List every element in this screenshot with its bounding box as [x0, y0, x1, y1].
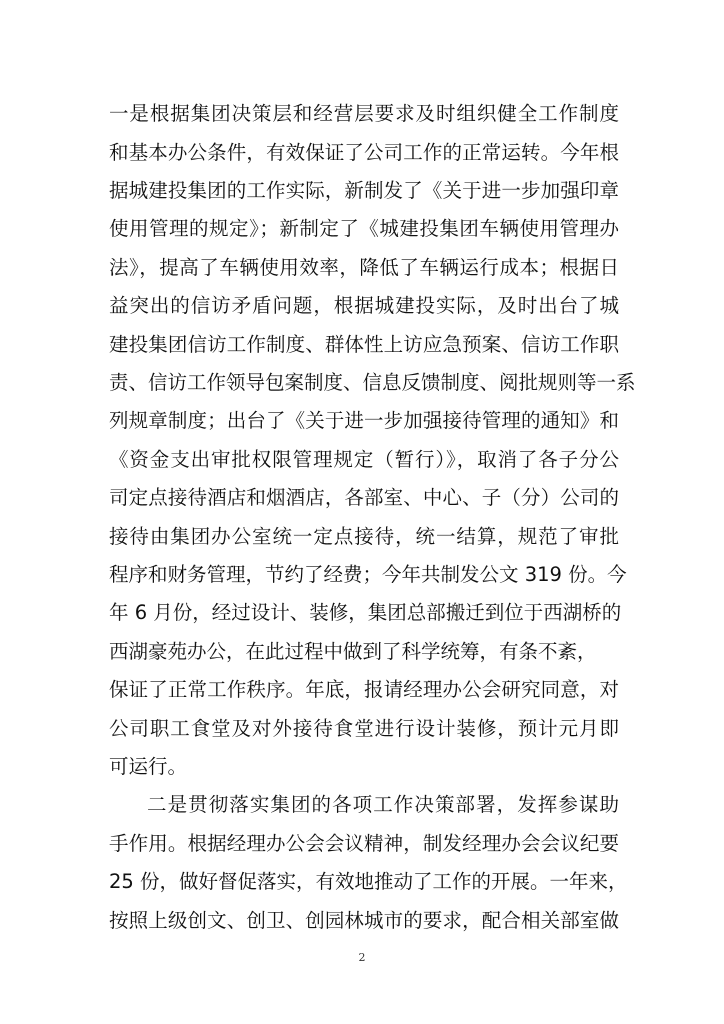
text-line: 使用管理的规定》；新制定了《城建投集团车辆使用管理办 — [109, 217, 619, 240]
text-line: 按照上级创文、创卫、创园林城市的要求，配合相关部室做 — [109, 909, 619, 932]
text-line-paragraph-start: 二是贯彻落实集团的各项工作决策部署，发挥参谋助 — [147, 793, 619, 816]
text-line: 25 份，做好督促落实，有效地推动了工作的开展。一年来， — [109, 870, 628, 893]
text-line: 益突出的信访矛盾问题，根据城建投实际，及时出台了城 — [109, 294, 619, 317]
text-line: 可运行。 — [109, 755, 188, 778]
text-line: 司定点接待酒店和烟酒店，各部室、中心、子（分）公司的 — [109, 486, 619, 509]
text-line: 保证了正常工作秩序。年底，报请经理办公会研究同意，对 — [109, 678, 619, 701]
text-line: 西湖豪苑办公，在此过程中做到了科学统筹，有条不紊， — [109, 640, 597, 663]
text-line: 法》，提高了车辆使用效率，降低了车辆运行成本；根据日 — [109, 256, 619, 279]
page-number: 2 — [358, 951, 366, 964]
text-line: 和基本办公条件，有效保证了公司工作的正常运转。今年根 — [109, 141, 619, 164]
text-line: 据城建投集团的工作实际，新制发了《关于进一步加强印章 — [109, 179, 619, 202]
text-line: 建投集团信访工作制度、群体性上访应急预案、信访工作职 — [109, 333, 619, 356]
text-line: 年 6 月份，经过设计、装修，集团总部搬迁到位于西湖桥的 — [109, 601, 622, 624]
text-line: 手作用。根据经理办公会会议精神，制发经理办会会议纪要 — [109, 832, 619, 855]
text-line: 公司职工食堂及对外接待食堂进行设计装修，预计元月即 — [109, 717, 619, 740]
text-line: 接待由集团办公室统一定点接待，统一结算，规范了审批 — [109, 525, 619, 548]
text-line: 一是根据集团决策层和经营层要求及时组织健全工作制度 — [109, 102, 619, 125]
text-line: 程序和财务管理，节约了经费；今年共制发公文 319 份。今 — [109, 563, 627, 586]
text-line: 《资金支出审批权限管理规定（暂行）》，取消了各子分公 — [109, 448, 619, 471]
text-line: 列规章制度；出台了《关于进一步加强接待管理的通知》和 — [109, 409, 619, 432]
text-line: 责、信访工作领导包案制度、信息反馈制度、阅批规则等一系 — [109, 371, 636, 394]
